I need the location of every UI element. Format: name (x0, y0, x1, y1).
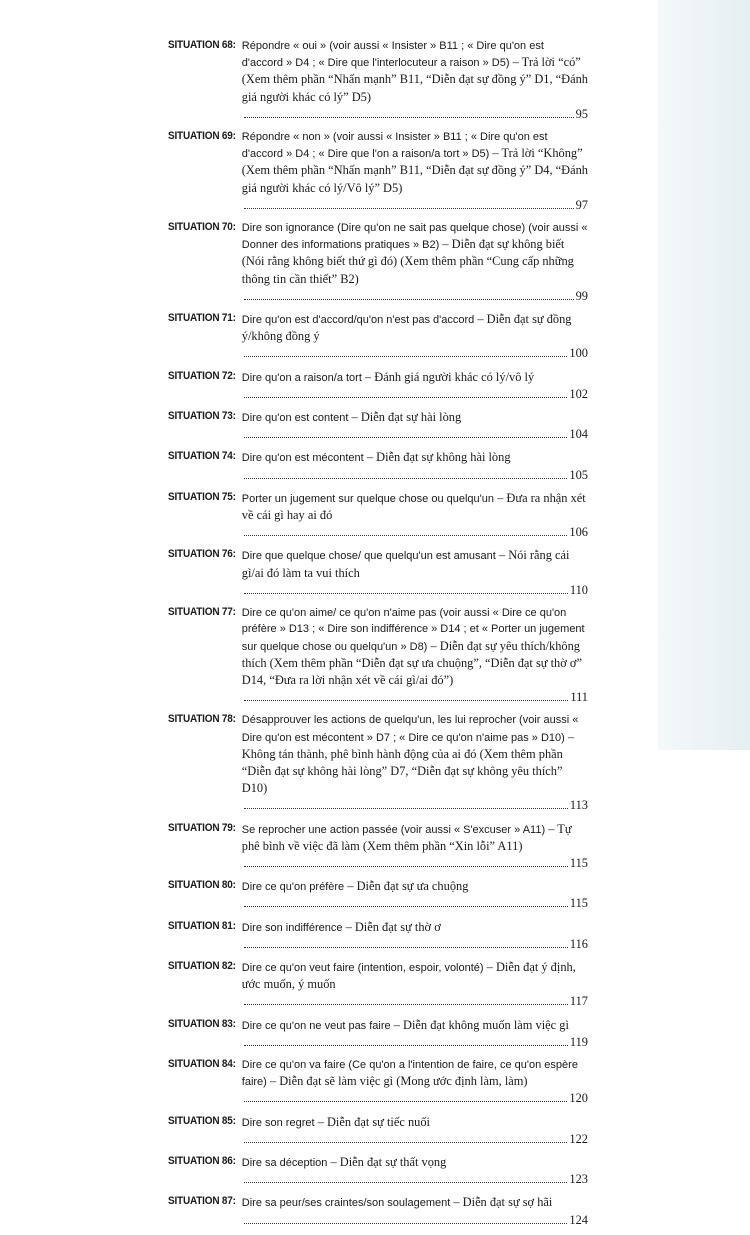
french-title: Dire qu'on est mécontent (241, 452, 364, 465)
situation-label: SITUATION 77: (168, 606, 236, 619)
french-title: Dire qu'on a raison/a tort (241, 371, 362, 384)
vietnamese-title: – Trả lời “Không” (Xem thêm phần “Nhấn mạnh” B11, “Diễn đạt sự đồng ý” D4, “Đánh giá người khác có lý/Vô lý” D5) (241, 146, 588, 195)
page-number: 95 (575, 106, 588, 121)
vietnamese-title: – Đưa ra nhận xét về cái gì hay ai đó (241, 490, 586, 523)
french-title: Dire son ignorance (Dire qu'on ne sait pas quelque chose) (voir aussi « Donner des informations pratiques » B2) (241, 222, 588, 252)
dot-leader (244, 808, 568, 809)
page-number: 115 (569, 896, 588, 911)
entry-text (242, 449, 588, 482)
french-title: Dire ce qu'on préfère (241, 881, 345, 894)
entry-text (242, 1057, 588, 1107)
situation-label: SITUATION 80: (168, 879, 236, 892)
page-number: 104 (569, 427, 588, 442)
french-title: Dire son regret (241, 1116, 315, 1129)
vietnamese-title: – Diễn đạt không muốn làm việc gì (390, 1017, 569, 1032)
entry-text (242, 547, 588, 598)
french-title: Dire sa peur/ses craintes/son soulagement (241, 1197, 451, 1210)
toc-entry[interactable] (168, 605, 588, 705)
toc-entry[interactable] (168, 490, 588, 541)
toc-entry[interactable] (168, 1114, 588, 1147)
table-of-contents (168, 38, 588, 1235)
french-title: Dire ce qu'on veut faire (intention, espoir, volonté) (241, 961, 484, 974)
page-number: 116 (569, 936, 588, 951)
dot-leader (244, 1004, 568, 1005)
toc-entry[interactable] (168, 369, 588, 402)
situation-label: SITUATION 72: (168, 369, 236, 383)
entry-text (242, 605, 588, 705)
toc-entry[interactable] (168, 220, 588, 304)
entry-text (242, 821, 588, 872)
vietnamese-title: – Diễn đạt sự yêu thích/không thích (Xem thêm phần “Diễn đạt sự ưa chuộng”, “Diễn đạt sự thờ ơ” D14, “Đưa ra lời nhận xét về cái gì/ai đó”) (241, 638, 582, 687)
toc-entry[interactable] (168, 878, 588, 911)
page-edge-shadow (658, 0, 750, 750)
vietnamese-title: – Diễn đạt sự thờ ơ (342, 919, 441, 934)
vietnamese-title: – Diễn đạt sự tiếc nuối (314, 1114, 431, 1129)
entry-text (242, 1114, 588, 1147)
french-title: Dire sa déception (241, 1156, 328, 1169)
dot-leader (244, 535, 568, 536)
situation-label: SITUATION 70: (168, 221, 236, 234)
page-number: 119 (569, 1034, 588, 1049)
page-number: 100 (569, 346, 588, 361)
french-title: Dire que quelque chose/ que quelqu'un est amusant (241, 550, 496, 563)
dot-leader (244, 356, 568, 357)
french-title: Dire ce qu'on aime/ ce qu'on n'aime pas (voir aussi « Dire ce qu'on préfère » D13 ; « Dire son indifférence » D14 ; et « Porter un jugement sur quelque chose ou quelqu'un » D8) (241, 607, 585, 653)
situation-label: SITUATION 74: (168, 450, 236, 464)
situation-label: SITUATION 69: (168, 130, 236, 143)
page-number: 110 (569, 582, 588, 597)
entry-text (242, 878, 588, 911)
page-number: 97 (575, 197, 588, 212)
dot-leader (244, 117, 574, 118)
toc-entry[interactable] (168, 311, 588, 362)
entry-text (242, 38, 588, 122)
dot-leader (244, 478, 568, 479)
toc-entry[interactable] (168, 129, 588, 213)
vietnamese-title: – Diễn đạt sự đồng ý/không đồng ý (241, 312, 572, 344)
page-number: 113 (569, 798, 588, 813)
situation-label: SITUATION 78: (168, 713, 236, 726)
situation-label: SITUATION 75: (168, 491, 236, 504)
page-number: 117 (569, 994, 588, 1009)
vietnamese-title: – Trả lời “có” (Xem thêm phần “Nhấn mạnh” B11, “Diễn đạt sự đồng ý” D1, “Đánh giá người khác có lý” D5) (241, 55, 588, 104)
vietnamese-title: – Diễn đạt sự sợ hãi (450, 1195, 553, 1210)
situation-label: SITUATION 82: (168, 960, 236, 973)
vietnamese-title: – Tự phê bình về việc đã làm (Xem thêm phần “Xin lỗi” A11) (241, 821, 572, 853)
toc-entry[interactable] (168, 1017, 588, 1050)
situation-label: SITUATION 73: (168, 410, 236, 423)
dot-leader (244, 1223, 568, 1224)
dot-leader (244, 1101, 568, 1102)
toc-entry[interactable] (168, 409, 588, 442)
entry-text (242, 1194, 588, 1227)
situation-label: SITUATION 84: (168, 1058, 236, 1071)
page-number: 111 (570, 690, 588, 705)
vietnamese-title: – Diễn đạt sự hài lòng (348, 410, 462, 425)
entry-text (242, 369, 588, 402)
french-title: Répondre « oui » (voir aussi « Insister » B11 ; « Dire qu'on est d'accord » D4 ; « Dire que l'interlocuteur a raison » D5) (241, 40, 544, 70)
situation-label: SITUATION 87: (168, 1195, 236, 1208)
page-number: 99 (575, 288, 588, 303)
dot-leader (244, 947, 568, 948)
french-title: Dire qu'on est d'accord/qu'on n'est pas d'accord (241, 314, 475, 327)
dot-leader (244, 866, 568, 867)
toc-entry[interactable] (168, 959, 588, 1010)
page-number: 122 (569, 1131, 588, 1146)
dot-leader (244, 1182, 568, 1183)
entry-text (242, 712, 588, 813)
entry-text (242, 220, 588, 304)
entry-text (242, 490, 588, 541)
french-title: Dire son indifférence (241, 921, 343, 934)
entry-text (242, 129, 588, 213)
dot-leader (244, 1142, 568, 1143)
french-title: Répondre « non » (voir aussi « Insister » B11 ; « Dire qu'on est d'accord » D4 ; « Dire que l'on a raison/a tort » D5) (241, 131, 548, 161)
dot-leader (244, 593, 568, 594)
dot-leader (244, 1045, 568, 1046)
situation-label: SITUATION 86: (168, 1155, 236, 1168)
vietnamese-title: – Diễn đạt ý định, ước muốn, ý muốn (241, 959, 576, 992)
entry-text (242, 959, 588, 1010)
vietnamese-title: – Diễn đạt sự ưa chuộng (344, 879, 469, 894)
page-number: 123 (569, 1172, 588, 1187)
toc-entry[interactable] (168, 1194, 588, 1227)
dot-leader (244, 906, 568, 907)
vietnamese-title: – Diễn đạt sẽ làm việc gì (Mong ước định làm, làm) (266, 1074, 528, 1089)
page-number: 120 (569, 1091, 588, 1106)
french-title: Dire ce qu'on ne veut pas faire (241, 1019, 391, 1032)
situation-label: SITUATION 68: (168, 39, 236, 52)
french-title: Dire ce qu'on va faire (Ce qu'on a l'intention de faire, ce qu'on espère faire) (241, 1058, 578, 1089)
situation-label: SITUATION 83: (168, 1017, 236, 1031)
toc-entry[interactable] (168, 449, 588, 482)
page-number: 124 (569, 1212, 588, 1227)
entry-text (242, 311, 588, 362)
situation-label: SITUATION 76: (168, 548, 236, 562)
dot-leader (244, 397, 568, 398)
vietnamese-title: – Không tán thành, phê bình hành động của ai đó (Xem thêm phần “Diễn đạt sự không hài lòng” D7, “Diễn đạt sự không yêu thích” D10) (241, 729, 575, 796)
vietnamese-title: – Diễn đạt sự thất vọng (327, 1154, 447, 1169)
vietnamese-title: – Diễn đạt sự không hài lòng (363, 450, 511, 465)
toc-entry[interactable] (168, 919, 588, 952)
page-number: 106 (569, 525, 588, 540)
situation-label: SITUATION 79: (168, 821, 236, 835)
page-number: 102 (569, 386, 588, 401)
toc-entry[interactable] (168, 821, 588, 872)
entry-text (242, 919, 588, 952)
toc-entry[interactable] (168, 1057, 588, 1107)
dot-leader (244, 437, 568, 438)
french-title: Porter un jugement sur quelque chose ou quelqu'un (241, 492, 495, 505)
page-number: 105 (569, 467, 588, 482)
page-number: 115 (569, 855, 588, 870)
french-title: Dire qu'on est content (241, 412, 349, 425)
vietnamese-title: – Diễn đạt sự không biết (Nói rằng không biết thứ gì đó) (Xem thêm phần “Cung cấp những thông tin cần thiết” B2) (241, 237, 574, 286)
situation-label: SITUATION 85: (168, 1114, 236, 1128)
dot-leader (244, 700, 569, 701)
french-title: Se reprocher une action passée (voir aussi « S'excuser » A11) (241, 823, 546, 836)
toc-entry[interactable] (168, 712, 588, 813)
dot-leader (244, 299, 574, 300)
toc-entry[interactable] (168, 38, 588, 122)
entry-text (242, 1017, 588, 1050)
vietnamese-title: – Đánh giá người khác có lý/vô lý (361, 369, 535, 384)
vietnamese-title: – Nói rằng cái gì/ai đó làm ta vui thích (241, 548, 570, 580)
toc-entry[interactable] (168, 547, 588, 598)
entry-text (242, 409, 588, 442)
situation-label: SITUATION 71: (168, 312, 236, 325)
dot-leader (244, 208, 574, 209)
toc-entry[interactable] (168, 1154, 588, 1187)
french-title: Désapprouver les actions de quelqu'un, les lui reprocher (voir aussi « Dire qu'on est mécontent » D7 ; « Dire ce qu'on n'aime pas » D10) (241, 714, 579, 744)
situation-label: SITUATION 81: (168, 919, 236, 933)
entry-text (242, 1154, 588, 1187)
